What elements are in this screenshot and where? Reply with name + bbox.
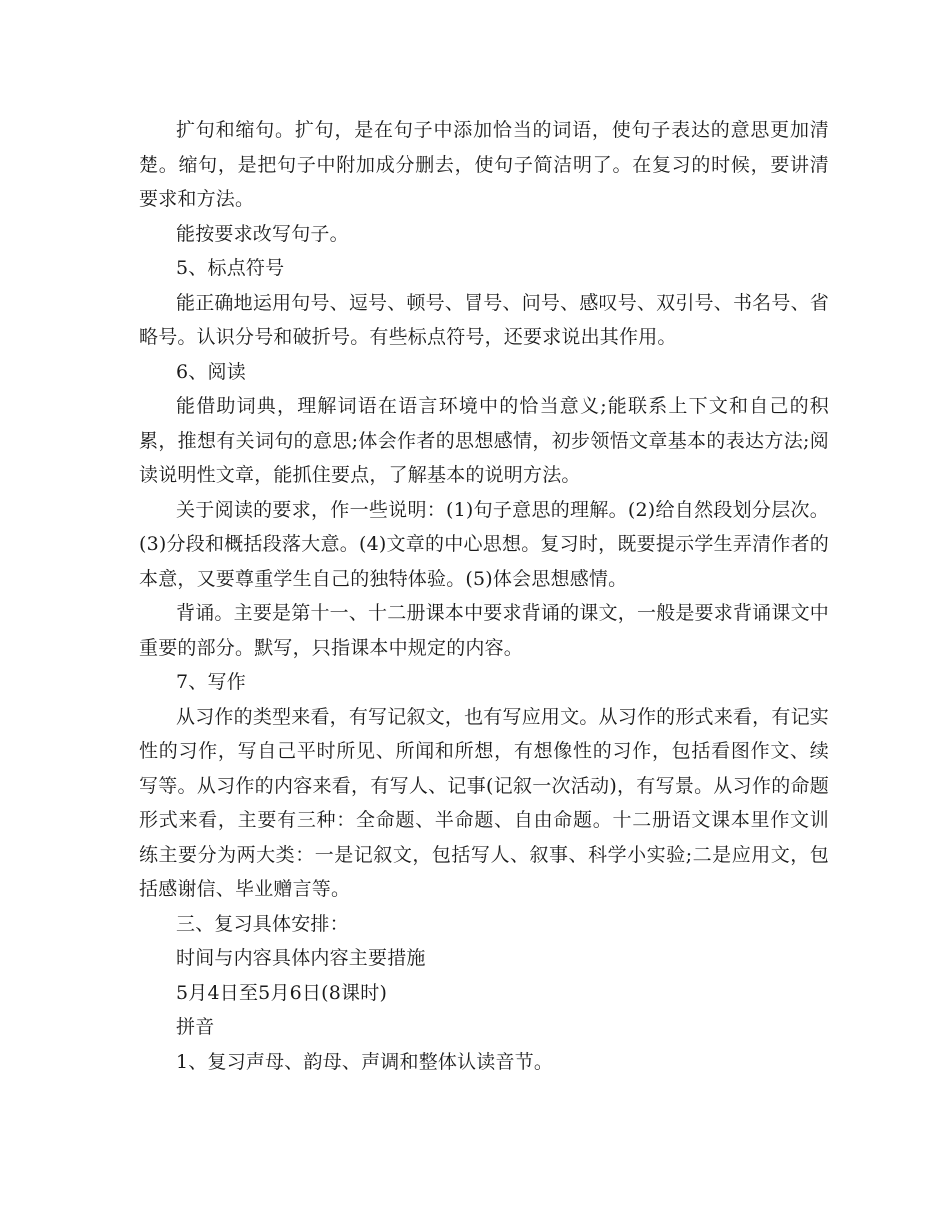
paragraph-writing: 从习作的类型来看，有写记叙文，也有写应用文。从习作的形式来看，有记实性的习作，写自己平时所见、所闻和所想，有想像性的习作，包括看图作文、续写等。从习作的内容来看，有写人、记事(记叙一次活动)，有写景。从习作的命题形式来看，主要有三种：全命题、半命题、自由命题。十二册语文课本里作文训练主要分为两大类：一是记叙文，包括写人、叙事、科学小实验;二是应用文，包括感谢信、毕业赠言等。 xyxy=(139,705,829,900)
paragraph-reading-requirements: 关于阅读的要求，作一些说明：(1)句子意思的理解。(2)给自然段划分层次。(3)分段和概括段落大意。(4)文章的中心思想。复习时，既要提示学生弄清作者的本意，又要尊重学生自己的独特体验。(5)体会思想感情。 xyxy=(139,498,829,590)
paragraph-punctuation: 能正确地运用句号、逗号、顿号、冒号、问号、感叹号、双引号、书名号、省略号。认识分号和破折号。有些标点符号，还要求说出其作用。 xyxy=(139,291,829,348)
schedule-topic: 拼音 xyxy=(176,1016,215,1038)
paragraph-rewrite-sentences: 能按要求改写句子。 xyxy=(176,222,349,245)
heading-writing: 7、写作 xyxy=(176,671,246,693)
heading-punctuation: 5、标点符号 xyxy=(176,257,285,279)
schedule-date: 5月4日至5月6日(8课时) xyxy=(176,981,388,1004)
paragraph-recitation: 背诵。主要是第十一、十二册课本中要求背诵的课文，一般是要求背诵课文中重要的部分。默写，只指课本中规定的内容。 xyxy=(139,602,829,659)
paragraph-reading-dictionary: 能借助词典，理解词语在语言环境中的恰当意义;能联系上下文和自己的积累，推想有关词句的意思;体会作者的思想感情，初步领悟文章基本的表达方法;阅读说明性文章，能抓住要点，了解基本的说明方法。 xyxy=(139,395,829,486)
schedule-header: 时间与内容具体内容主要措施 xyxy=(176,947,426,969)
heading-review-schedule: 三、复习具体安排： xyxy=(176,912,349,935)
schedule-item: 1、复习声母、韵母、声调和整体认读音节。 xyxy=(176,1050,554,1073)
heading-reading: 6、阅读 xyxy=(176,360,246,383)
document-page xyxy=(139,113,829,1079)
paragraph-expand-shrink-sentences: 扩句和缩句。扩句，是在句子中添加恰当的词语，使句子表达的意思更加清楚。缩句，是把句子中附加成分删去，使句子简洁明了。在复习的时候，要讲清要求和方法。 xyxy=(139,119,829,210)
